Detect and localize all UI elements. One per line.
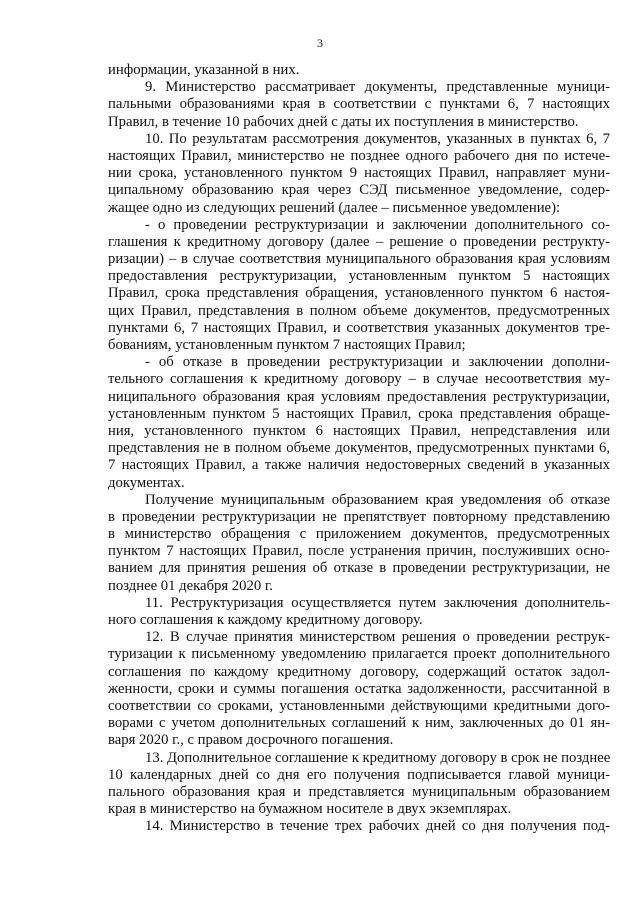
text-line: 14. Министерство в течение трех рабочих дней со дня получения под- [145,818,610,835]
text-line: пальными образованиями края в соответствии с пунктами 6, 7 настоящих [108,96,610,113]
text-line: глашения к кредитному договору (далее – решение о проведении реструкту- [108,233,610,250]
text-line: Правил, в течение 10 рабочих дней с даты их поступления в министерство. [108,113,579,130]
document-body [108,62,610,835]
text-line: соответствии со сроками, установленными действующими кредитными дого- [108,697,610,714]
text-line: в министерство обращения с приложением документов, предусмотренных [108,526,610,543]
text-line: ванием для принятия решения об отказе в проведении реструктуризации, не [108,560,610,577]
text-line: настоящих Правил, министерство не позднее одного рабочего дня по истече- [108,147,610,164]
text-line: тельного соглашения к кредитному договору – в случае несоответствия му- [108,371,610,388]
text-line: ворами с учетом дополнительных соглашений к ним, заключенных до 01 ян- [108,715,610,732]
text-line: позднее 01 декабря 2020 г. [108,577,273,594]
text-line: установленным пунктом 5 настоящих Правил, срока представления обраще- [108,405,610,422]
text-line: 13. Дополнительное соглашение к кредитному договору в срок не позднее [145,749,611,766]
text-line: Правил, срока представления обращения, установленного пунктом 6 настоя- [108,285,610,302]
text-line: 12. В случае принятия министерством решения о проведении реструк- [145,629,610,646]
text-line: Получение муниципальным образованием края уведомления об отказе [145,491,610,508]
text-line: пунктом 7 настоящих Правил, после устранения причин, послуживших осно- [108,543,610,560]
text-line: щих Правил, представления в полном объеме документов, предусмотренных [108,302,610,319]
text-line: - об отказе в проведении реструктуризации и заключении дополни- [145,354,610,371]
text-line: - о проведении реструктуризации и заключении дополнительного со- [145,216,610,233]
text-line: предоставления реструктуризации, установленным пунктом 5 настоящих [108,268,610,285]
text-line: нии срока, установленного пунктом 9 настоящих Правил, направляет муни- [108,165,610,182]
text-line: края в министерство на бумажном носителе в двух экземплярах. [108,801,512,818]
text-line: ного соглашения к каждому кредитному договору. [108,612,423,628]
text-line: 10. По результатам рассмотрения документов, указанных в пунктах 6, 7 [145,130,610,147]
text-line: ризации) – в случае соответствия муниципального образования края условиям [108,251,610,268]
text-line: бованиям, установленным пунктом 7 настоящих Правил; [108,337,466,353]
text-line: варя 2020 г., с правом досрочного погашения. [108,732,394,749]
text-line: пального образования края и представляется муниципальным образованием [108,783,610,800]
text-line: 9. Министерство рассматривает документы, представленные муници- [145,79,610,96]
text-line: ниципального образования края условиям предоставления реструктуризации, [108,388,610,405]
text-line: туризации к письменному уведомлению прилагается проект дополнительного [108,646,610,663]
text-line: пунктами 6, 7 настоящих Правил, и соответствия указанных документов тре- [108,319,610,336]
text-line: документах. [108,474,185,491]
text-line: женности, сроки и суммы погашения остатка задолженности, рассчитанной в [108,680,610,697]
text-line: в проведении реструктуризации не препятствует повторному представлению [108,508,610,525]
text-line: 10 календарных дней со дня его получения подписывается главой муници- [108,766,610,783]
page-number: 3 [317,36,323,50]
text-line: информации, указанной в них. [108,62,300,78]
text-line: ния, установленного пунктом 6 настоящих Правил, непредставления или [108,422,610,439]
text-line: представления не в полном объеме документов, предусмотренных пунктами 6, [108,440,610,457]
text-line: 7 настоящих Правил, а также наличия недостоверных сведений в указанных [108,457,610,474]
text-line: 11. Реструктуризация осуществляется путем заключения дополнитель- [145,594,610,611]
text-line: соглашения по каждому кредитному договору, содержащий остаток задол- [108,663,610,680]
text-line: жащее одно из следующих решений (далее – письменное уведомление): [108,199,561,216]
text-line: ципальному образованию края через СЭД письменное уведомление, содер- [108,182,610,199]
